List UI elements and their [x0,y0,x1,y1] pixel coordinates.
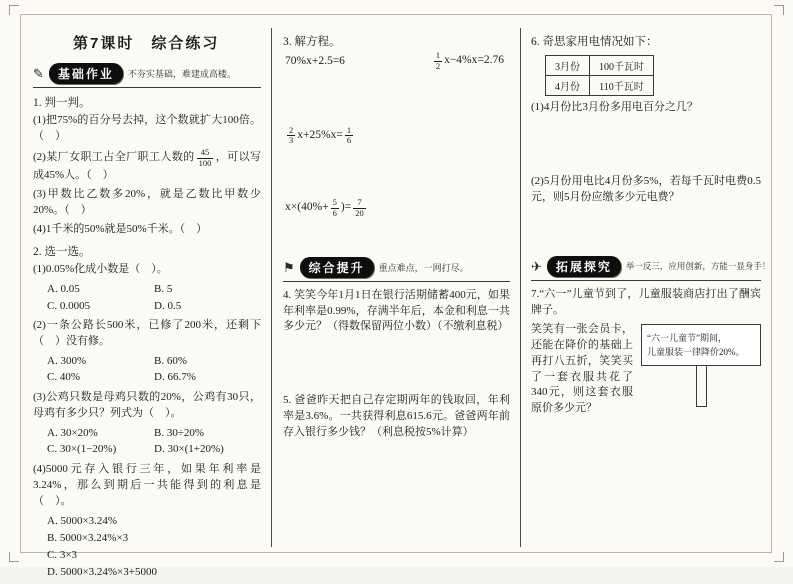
usage-cell: 110千瓦时 [590,76,654,96]
option-c: C. 40% [47,371,80,384]
fraction-numerator: 2 [289,124,294,135]
q6-sub2: (2)5月份用电比4月份多5%，若每千瓦时电费0.5元，则5月份应缴多少元电费？ [531,174,761,203]
fraction-numerator: 1 [435,50,441,60]
equation-row-1 [283,51,510,72]
fraction-7-20 [353,198,366,219]
q3-heading: 3. 解方程。 [283,36,341,48]
q2-heading: 2. 选一选。 [33,246,91,259]
fraction-1-2 [434,51,442,72]
option-c: C. 0.0005 [47,299,91,312]
option-d: D. 30×(1+20%) [154,443,224,456]
q1-heading: 1. 判一判。 [33,97,91,109]
page-title: 第7课时 综合练习 [73,35,220,52]
fraction-denominator: 20 [355,207,364,218]
question-4: 4. 笑笑今年1月1日在银行活期储蓄400元，如果年利率是0.99%，存满半年后，本金和利息一共多少元？（得数保留两位小数）（不缴利息税） [283,288,510,333]
basic-badge: 基础作业 [49,63,123,84]
fraction-denominator: 100 [198,157,212,168]
equation-2 [432,51,504,72]
month-cell: 3月份 [546,56,590,76]
pencil-icon: ✎ [33,66,44,81]
q2-item1-options [33,281,261,314]
option-b: B. 60% [154,354,187,367]
middle-column [283,28,510,444]
explore-badge: 拓展探究 [547,256,621,277]
rocket-icon: ✈ [531,258,542,274]
fraction-denominator: 6 [332,207,337,218]
equation-3-mid: x+25%x= [297,128,343,141]
boost-tagline: 重点难点，一网打尽。 [378,262,469,273]
sign-post [696,366,707,407]
section-boost-header [283,257,510,282]
fraction-45-100 [197,148,214,169]
equation-4-pre: x×(40%+ [285,200,329,213]
option-a: A. 30×20% [47,426,98,439]
q1-item2 [33,148,261,184]
equation-row-2 [283,126,510,147]
option-a: A. 300% [47,354,87,367]
section-basic-header [33,63,261,88]
fraction-1-6 [345,126,353,147]
option-b: B. 5 [154,283,173,296]
fraction-numerator: 5 [332,197,337,208]
usage-cell: 100千瓦时 [590,56,654,76]
q1-item2-post: ，可以写成45%人。（ ） [33,150,262,182]
q2-item2-options [33,353,261,386]
equation-1: 70%x+2.5=6 [285,55,345,68]
q2-item4-options [33,513,261,581]
q2-item3: (3)公鸡只数是母鸡只数的20%，公鸡有30只，母鸡有多少只？列式为（ ）。 [33,390,261,419]
q1-item3: (3)甲数比乙数多20%，就是乙数比甲数少20%。（ ） [33,188,261,217]
q2-item3-options [33,425,261,458]
fraction-numerator: 7 [353,198,366,209]
sign-line-1: “六一儿童节”期间， [647,332,727,343]
question-5: 5. 爸爸昨天把自己存定期两年的钱取回，年利率是3.6%。一共获得利息615.6元。爸爸两年前存入银行多少钱？（利息税按5%计算） [283,394,510,439]
section-explore-header [531,256,771,281]
fraction-numerator: 1 [346,124,352,135]
q7-intro: 7.“六一”儿童节到了，儿童服装商店打出了酬宾牌子。 [531,287,761,316]
left-column [33,28,261,584]
equation-3 [285,126,355,147]
q2-item4: (4)5000元存入银行三年，如果年利率是3.24%，那么到期后一共能得到的利息是（ ）。 [33,462,261,507]
option-c: C. 30×(1−20%) [47,443,117,456]
q6-heading: 6. 奇思家用电情况如下： [531,36,658,48]
corner-mark [774,5,784,15]
column-divider-1 [271,28,272,547]
option-c: C. 3×3 [47,548,78,561]
equation-4-mid: )= [340,200,352,213]
right-column [531,28,771,420]
equation-4 [285,198,368,219]
corner-mark [9,552,19,562]
equation-2-rest: x−4%x=2.76 [444,53,504,66]
corner-mark [774,552,784,562]
option-a: A. 0.05 [47,283,80,296]
option-d: D. 66.7% [154,371,196,384]
option-b: B. 30÷20% [154,426,205,439]
fraction-denominator: 2 [435,60,441,71]
scroll-icon: ⚑ [283,259,295,275]
q1-item1: (1)把75%的百分号去掉，这个数就扩大100倍。（ ） [33,114,261,142]
option-d: D. 0.5 [154,299,182,312]
q2-item2: (2)一条公路长500米，已修了200米，还剩下（ ）没有修。 [33,319,261,348]
sign-board [641,324,761,367]
boost-badge: 综合提升 [300,257,374,278]
corner-mark [9,5,19,15]
fraction-numerator: 45 [197,148,214,159]
column-divider-2 [520,28,521,547]
electricity-table [545,55,654,96]
table-row [546,76,654,96]
table-row [546,56,654,76]
q6-sub1: (1)4月份比3月份多用电百分之几？ [531,101,698,113]
discount-sign [641,324,761,408]
equation-row-3 [283,198,510,219]
month-cell: 4月份 [546,76,590,96]
basic-tagline: 不夯实基础，难建成高楼。 [127,69,236,79]
fraction-2-3 [287,126,295,147]
fraction-denominator: 3 [289,135,294,146]
fraction-denominator: 6 [346,135,352,146]
q7-body: 笑笑有一张会员卡，还能在降价的基础上再打八五折，笑笑买了一套衣服共花了340元，则这套衣服原价多少元？ [531,322,633,415]
option-a: A. 5000×3.24% [47,514,118,527]
explore-tagline: 举一反三，应用创新，方能一显身手！ [625,261,771,272]
q2-item1: (1)0.05%化成小数是（ ）。 [33,263,168,276]
q1-item2-pre: (2)某厂女职工占全厂职工人数的 [33,150,195,163]
option-d: D. 5000×3.24%×3+5000 [47,565,157,578]
fraction-5-6 [331,198,339,219]
sign-line-2: 儿童服装一律降价20%。 [647,347,745,358]
option-b: B. 5000×3.24%×3 [47,531,129,544]
q1-item4: (4)1千米的50%就是50%千米。（ ） [33,223,208,236]
